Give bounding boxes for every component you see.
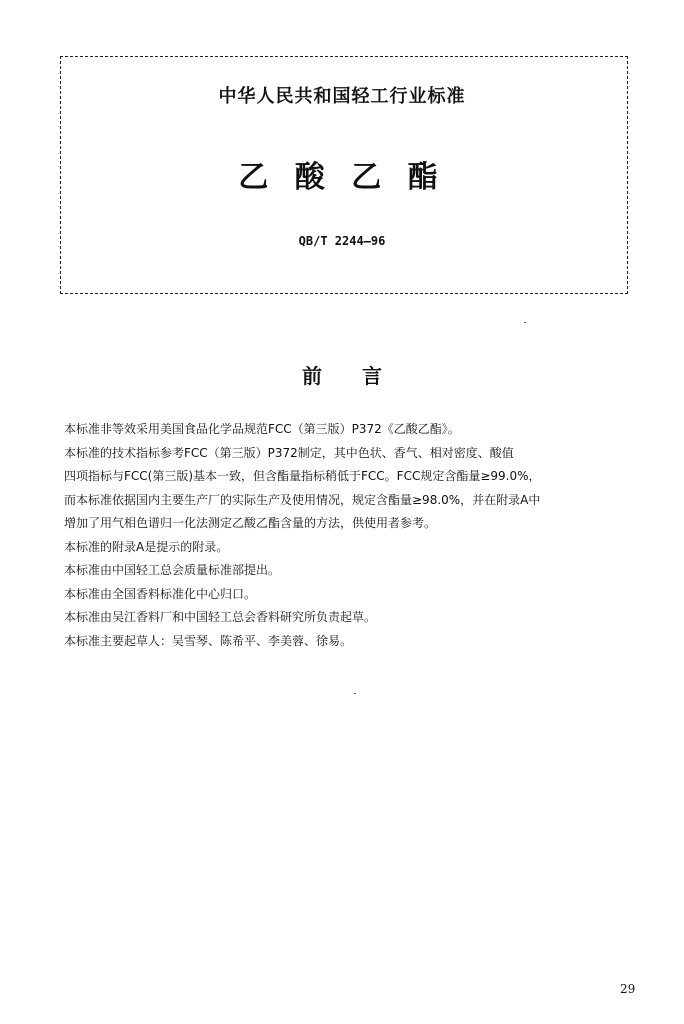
paragraph-6-line-1: 本标准由吴江香料厂和中国轻工总会香料研究所负责起草。 xyxy=(64,610,377,624)
paragraph-2-line-2: 四项指标与FCC(第三版)基本一致，但含酯量指标稍低于FCC。FCC规定含酯量≥99.0%， xyxy=(64,469,541,483)
paragraph-4-line-1: 本标准由中国轻工总会质量标准部提出。 xyxy=(64,563,281,577)
paragraph-3-line-1: 本标准的附录A是提示的附录。 xyxy=(64,539,229,554)
page-number: 29 xyxy=(620,982,636,996)
paragraph-5-line-1: 本标准由全国香料标准化中心归口。 xyxy=(64,586,257,601)
paragraph-2-line-1: 本标准的技术指标参考FCC（第三版）P372制定，其中色状、香气、相对密度、酸值 xyxy=(64,445,514,460)
section-title: 前言 xyxy=(302,364,422,388)
document-title: 乙 酸 乙 酯 xyxy=(238,160,446,195)
paragraph-7-line-1: 本标准主要起草人：吴雪琴、陈希平、李美蓉、徐易。 xyxy=(64,633,353,648)
scan-speck xyxy=(524,322,526,323)
issuer-heading: 中华人民共和国轻工行业标准 xyxy=(218,86,466,107)
paragraph-2-line-3: 而本标准依据国内主要生产厂的实际生产及使用情况，规定含酯量≥98.0%，并在附录A中 xyxy=(64,492,541,507)
paragraph-1-line-1: 本标准非等效采用美国食品化学品规范FCC（第三版）P372《乙酸乙酯》。 xyxy=(64,422,460,436)
paragraph-2-line-4: 增加了用气相色谱归一化法测定乙酸乙酯含量的方法，供使用者参考。 xyxy=(64,516,437,530)
scan-speck xyxy=(354,693,356,694)
standard-code: QB/T 2244—96 xyxy=(298,234,386,248)
foreword-body xyxy=(64,418,656,653)
